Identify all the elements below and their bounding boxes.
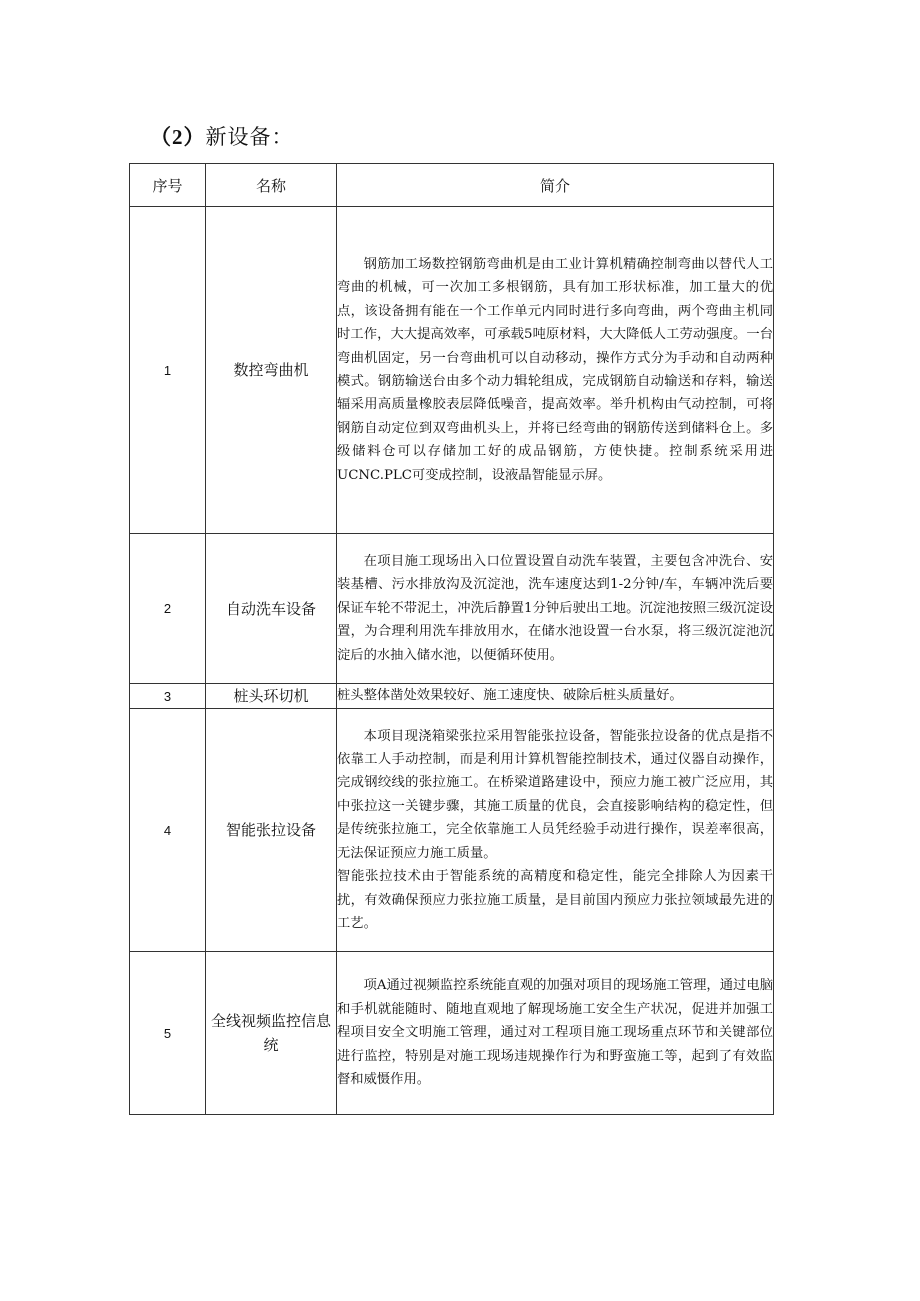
desc-paragraph: 在项目施工现场出入口位置设置自动洗车装置，主要包含冲洗台、安装基槽、污水排放沟及沉淀池，洗车速度达到1-2分钟/车，车辆冲洗后要保证车轮不带泥土，冲洗后静置1分钟后驶出工地。沉淀池按照三级沉淀设置，为合理利用洗车排放用水，在储水池设置一台水泵，将三级沉淀池沉淀后的水抽入储水池，以便循环使用。 [337,553,773,663]
row-no: 4 [130,709,206,952]
header-no: 序号 [130,164,206,207]
row-name: 桩头环切机 [206,684,337,709]
desc-paragraph: 桩头整体凿处效果较好、施工速度快、破除后桩头质量好。 [337,688,683,704]
section-title: 新设备： [205,125,294,149]
equipment-table [129,163,774,1115]
row-desc [337,684,774,709]
table-row [130,207,774,534]
desc-paragraph: 智能张拉技术由于智能系统的高精度和稳定性，能完全排除人为因素干扰，有效确保预应力张拉施工质量，是目前国内预应力张拉领域最先进的工艺。 [337,869,773,931]
row-name: 自动洗车设备 [206,534,337,684]
table-header-row [130,164,774,207]
table-row [130,952,774,1115]
section-number: （2） [150,125,206,149]
row-name: 智能张拉设备 [206,709,337,952]
row-no: 5 [130,952,206,1115]
row-name: 数控弯曲机 [206,207,337,534]
row-no: 2 [130,534,206,684]
table-row [130,684,774,709]
desc-paragraph: 项A通过视频监控系统能直观的加强对项目的现场施工管理，通过电脑和手机就能随时、随地直观地了解现场施工安全生产状况，促进并加强工程项目安全文明施工管理，通过对工程项目施工现场重点环节和关键部位进行监控，特别是对施工现场违规操作行为和野蛮施工等，起到了有效监督和威慑作用。 [337,978,773,1088]
header-desc: 简介 [337,164,774,207]
desc-paragraph: 本项目现浇箱梁张拉采用智能张拉设备，智能张拉设备的优点是指不依靠工人手动控制，而是利用计算机智能控制技术，通过仪器自动操作，完成钢绞线的张拉施工。在桥梁道路建设中，预应力施工被广泛应用，其中张拉这一关键步骤，其施工质量的优良，会直接影响结构的稳定性，但是传统张拉施工，完全依靠施工人员凭经验手动进行操作，误差率很高，无法保证预应力施工质量。 [337,728,773,861]
header-name: 名称 [206,164,337,207]
row-desc [337,709,774,952]
row-no: 3 [130,684,206,709]
row-desc [337,207,774,534]
table-row [130,534,774,684]
row-no: 1 [130,207,206,534]
section-heading [150,121,294,151]
desc-paragraph: 钢筋加工场数控钢筋弯曲机是由工业计算机精确控制弯曲以替代人工弯曲的机械，可一次加工多根钢筋，具有加工形状标准，加工量大的优点，该设备拥有能在一个工作单元内同时进行多向弯曲，两个弯曲主机同时工作，大大提高效率，可承载5吨原材料，大大降低人工劳动强度。一台弯曲机固定，另一台弯曲机可以自动移动，操作方式分为手动和自动两种模式。钢筋输送台由多个动力辑轮组成，完成钢筋自动输送和存料，输送辐采用高质量橡胶表层降低噪音，提高效率。举升机构由气动控制，可将钢筋自动定位到双弯曲机头上，并将已经弯曲的钢筋传送到储料仓上。多级储料仓可以存储加工好的成品钢筋，方使快捷。控制系统采用进UCNC.PLC可变成控制，设液晶智能显示屏。 [337,256,773,483]
row-name: 全线视频监控信息统 [206,952,337,1115]
row-desc [337,952,774,1115]
row-desc [337,534,774,684]
table-row [130,709,774,952]
